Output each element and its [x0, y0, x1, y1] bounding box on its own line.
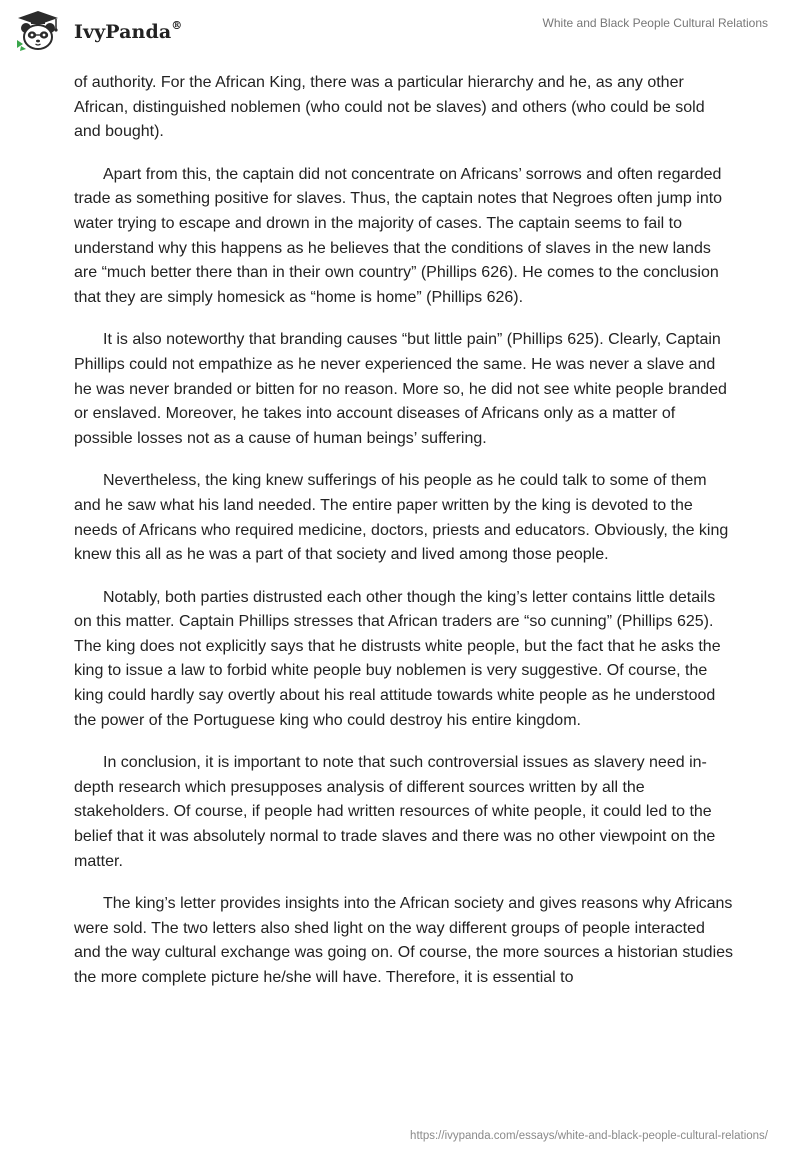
brand-name: IvyPanda® — [74, 19, 183, 43]
paragraph-1: of authority. For the African King, there was a particular hierarchy and he, as any other African, distinguished noblemen (who could not be slaves) and others (who could be sold and bought). — [74, 74, 705, 141]
source-url[interactable]: https://ivypanda.com/essays/white-and-black-people-cultural-relations/ — [410, 1130, 768, 1142]
paragraph-2: Apart from this, the captain did not concentrate on Africans’ sorrows and often regarded trade as something positive for slaves. Thus, the captain notes that Negroes often jump into water trying to escape and drown in the majority of cases. The captain seems to fail to understand why this happens as he believes that the conditions of slaves in the new lands are “much better there than in their own country” (Phillips 626). He comes to the conclusion that they are simply homesick as “home is home” (Phillips 626). — [74, 165, 723, 306]
document-title: White and Black People Cultural Relations — [542, 16, 768, 30]
page-header — [0, 0, 800, 70]
ivypanda-logo[interactable] — [14, 10, 182, 52]
essay-body — [74, 71, 734, 1009]
paragraph-4: Nevertheless, the king knew sufferings of his people as he could talk to some of them and he saw what his land needed. The entire paper written by the king is devoted to the needs of Africans who required medicine, doctors, priests and educators. Obviously, the king knew this all as he was a part of that society and lived among those people. — [74, 472, 729, 564]
panda-graduate-icon — [14, 10, 72, 52]
paragraph-7: The king’s letter provides insights into the African society and gives reasons why Africans were sold. The two letters also shed light on the way different groups of people interacted and the way cultural exchange was going on. Of course, the more sources a historian studies the more complete picture he/she will have. Therefore, it is essential to — [74, 895, 734, 986]
paragraph-6: In conclusion, it is important to note that such controversial issues as slavery need in-depth research which presupposes analysis of different sources written by all the stakeholders. Of course, if people had written resources of white people, it could led to the belief that it was absolutely normal to trade slaves and there was no other viewpoint on the matter. — [74, 754, 716, 870]
paragraph-5: Notably, both parties distrusted each other though the king’s letter contains little details on this matter. Captain Phillips stresses that African traders are “so cunning” (Phillips 625). The king does not explicitly says that he distrusts white people, but the fact that he asks the king to issue a law to forbid white people buy noblemen is very suggestive. Of course, the king could hardly say overtly about his real attitude towards white people as he understood the power of the Portuguese king who could destroy his entire kingdom. — [74, 588, 721, 729]
paragraph-3: It is also noteworthy that branding causes “but little pain” (Phillips 625). Clearly, Captain Phillips could not empathize as he never experienced the same. He was never a slave and he was never branded or bitten for no reason. More so, he did not see white people branded or enslaved. Moreover, he takes into account diseases of Africans only as a matter of possible losses not as a cause of human beings’ suffering. — [74, 331, 727, 447]
